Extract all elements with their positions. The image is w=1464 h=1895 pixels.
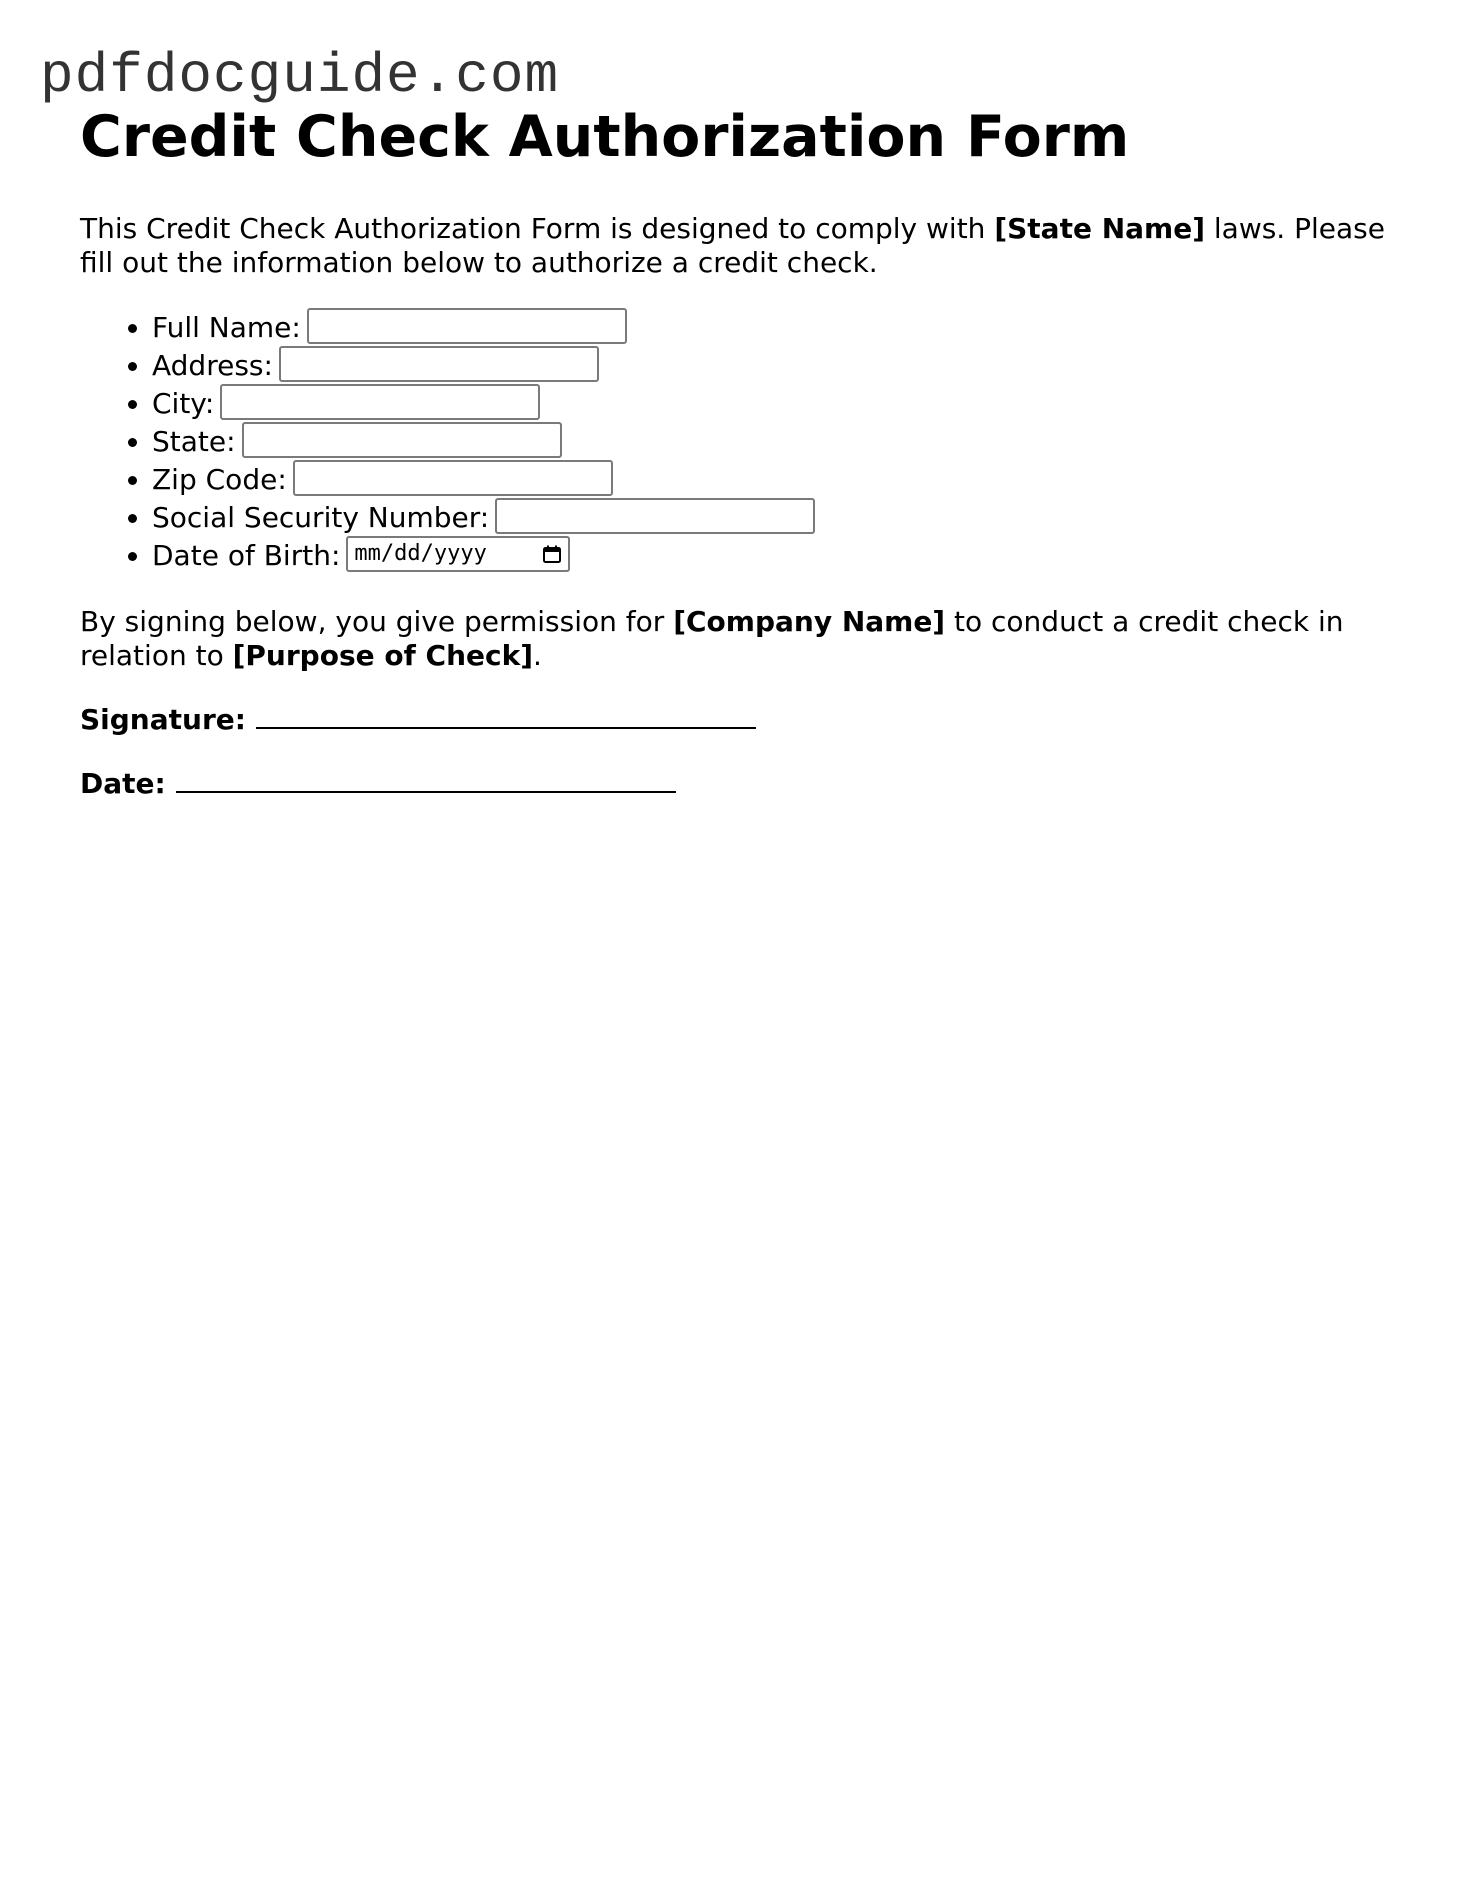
full-name-input[interactable] — [307, 308, 627, 344]
calendar-icon[interactable] — [542, 544, 562, 564]
zip-code-label: Zip Code: — [152, 463, 287, 496]
applicant-fields-list — [80, 309, 1400, 575]
consent-text-after: . — [533, 639, 542, 672]
address-label: Address: — [152, 349, 273, 382]
list-item — [152, 385, 1400, 423]
consent-text-before: By signing below, you give permission for — [80, 605, 674, 638]
signature-line[interactable] — [256, 701, 756, 729]
watermark-text: pdfdocguide.com — [40, 44, 560, 108]
list-item — [152, 347, 1400, 385]
address-input[interactable] — [279, 346, 599, 382]
full-name-label: Full Name: — [152, 311, 301, 344]
state-input[interactable] — [242, 422, 562, 458]
list-item — [152, 537, 1400, 575]
list-item — [152, 423, 1400, 461]
ssn-label: Social Security Number: — [152, 501, 490, 534]
intro-text-after: laws. Please fill out the information below to authorize a credit check. — [80, 212, 1385, 279]
date-row — [80, 765, 1400, 801]
page-title: Credit Check Authorization Form — [80, 104, 1130, 170]
date-of-birth-label: Date of Birth: — [152, 539, 341, 572]
signature-label: Signature: — [80, 703, 246, 736]
form-document — [80, 100, 1400, 801]
ssn-input[interactable] — [495, 498, 815, 534]
city-label: City: — [152, 387, 215, 420]
consent-paragraph — [80, 605, 1400, 673]
state-name-placeholder: [State Name] — [994, 212, 1205, 245]
date-of-birth-placeholder: mm/dd/yyyy — [354, 541, 487, 566]
date-label: Date: — [80, 767, 166, 800]
city-input[interactable] — [220, 384, 540, 420]
date-of-birth-input[interactable] — [346, 536, 570, 572]
company-name-placeholder: [Company Name] — [673, 605, 946, 638]
list-item — [152, 499, 1400, 537]
zip-code-input[interactable] — [293, 460, 613, 496]
date-line[interactable] — [176, 765, 676, 793]
state-label: State: — [152, 425, 236, 458]
intro-text-before: This Credit Check Authorization Form is designed to comply with — [80, 212, 995, 245]
consent-text-middle: to conduct a credit check in relation to — [80, 605, 1344, 672]
signature-row — [80, 701, 1400, 737]
purpose-placeholder: [Purpose of Check] — [232, 639, 534, 672]
intro-paragraph — [80, 212, 1400, 280]
list-item — [152, 461, 1400, 499]
list-item — [152, 309, 1400, 347]
